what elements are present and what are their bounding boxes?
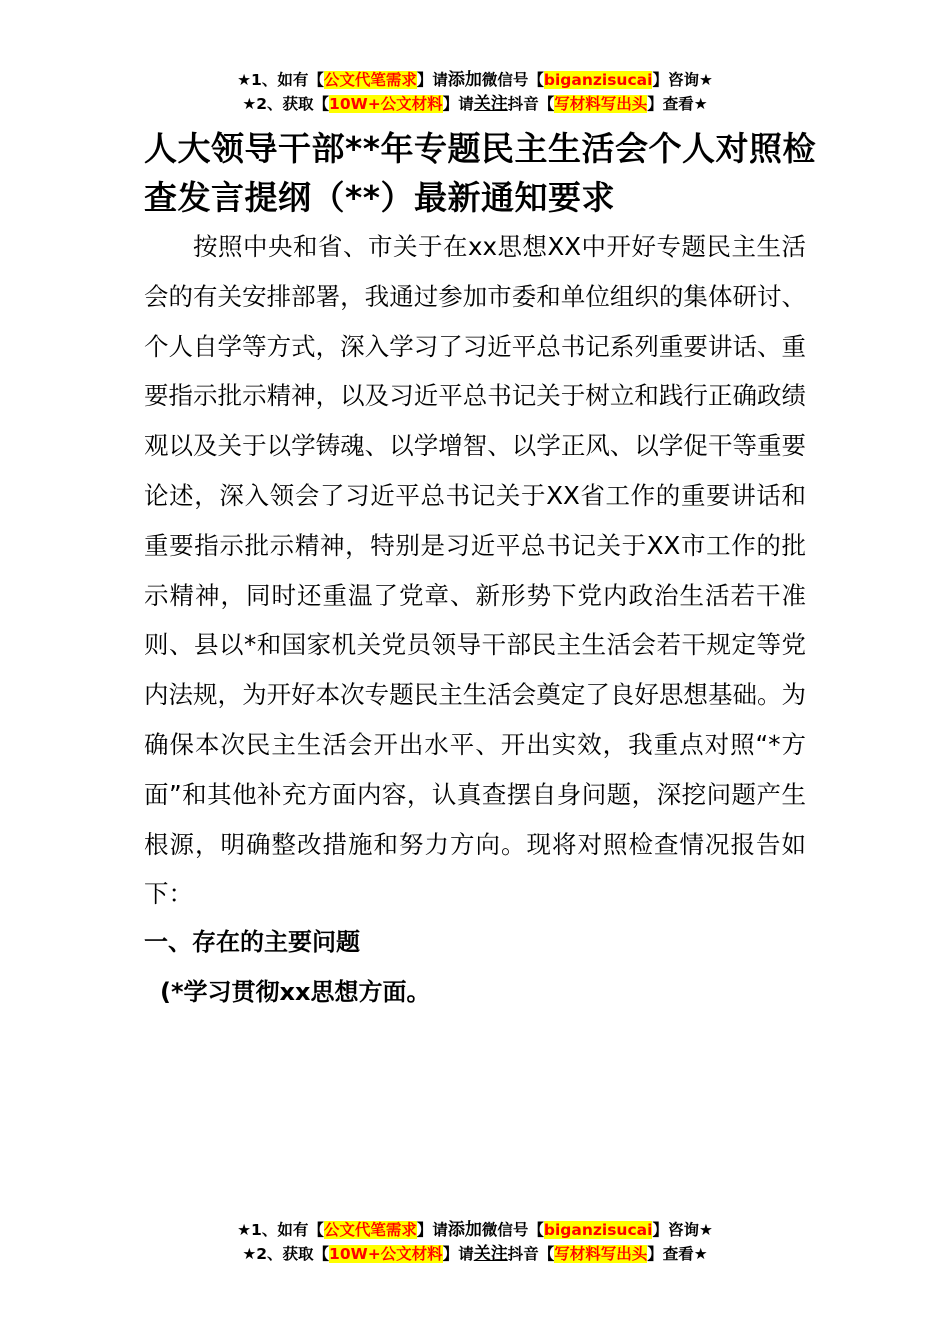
banner-text: ★2、获取【	[242, 95, 330, 113]
banner-text: ★2、获取【	[242, 1245, 330, 1263]
body-paragraph: 按照中央和省、市关于在xx思想XX中开好专题民主生活会的有关安排部署，我通过参加市委和单位组织的集体研讨、个人自学等方式，深入学习了习近平总书记系列重要讲话、重要指示批示精神，以及习近平总书记关于树立和践行正确政绩观以及关于以学铸魂、以学增智、以学正风、以学促干等重要论述，深入领会了习近平总书记关于XX省工作的重要讲话和重要指示批示精神，特别是习近平总书记关于XX市工作的批示精神，同时还重温了党章、新形势下党内政治生活若干准则、县以*和国家机关党员领导干部民主生活会若干规定等党内法规，为开好本次专题民主生活会奠定了良好思想基础。为确保本次民主生活会开出水平、开出实效，我重点对照“*方面”和其他补充方面内容，认真查摆自身问题，深挖问题产生根源，明确整改措施和努力方向。现将对照检查情况报告如下：	[144, 232, 806, 909]
footer-banner-line2	[0, 1242, 950, 1266]
banner-text: 】请	[416, 71, 448, 89]
banner-highlight: 公文代笔需求	[323, 1221, 417, 1239]
banner-text: 微信号【	[481, 71, 544, 89]
section-heading: 一、存在的主要问题	[144, 928, 360, 956]
subsection-heading: (*学习贯彻xx思想方面。	[160, 978, 431, 1006]
wechat-id-highlight: biganzisucai	[543, 1221, 653, 1239]
banner-text: 】查看★	[647, 95, 708, 113]
banner-text: 】请	[416, 1221, 448, 1239]
banner-text: 】请	[442, 1245, 474, 1263]
header-banner-line1	[0, 68, 950, 92]
banner-text: 微信号【	[481, 1221, 544, 1239]
footer-banner-line1	[0, 1218, 950, 1242]
banner-text: 抖音【	[507, 95, 555, 113]
banner-text: ★1、如有【	[237, 1221, 324, 1239]
banner-text: ★1、如有【	[237, 71, 324, 89]
banner-text: 】咨询★	[652, 71, 713, 89]
header-banner	[0, 68, 950, 116]
document-title: 人大领导干部**年专题民主生活会个人对照检查发言提纲（**）最新通知要求	[144, 129, 817, 217]
banner-text: 抖音【	[507, 1245, 555, 1263]
wechat-id-highlight: biganzisucai	[543, 71, 653, 89]
footer-banner	[0, 1218, 950, 1266]
banner-text: 】查看★	[647, 1245, 708, 1263]
banner-highlight: 公文代笔需求	[323, 71, 417, 89]
douyin-id-highlight: 写材料写出头	[554, 1245, 648, 1263]
banner-text: 关注	[473, 1244, 508, 1264]
douyin-id-highlight: 写材料写出头	[554, 95, 648, 113]
banner-text: 添加	[447, 70, 482, 90]
banner-highlight: 10W+公文材料	[329, 95, 443, 113]
header-banner-line2	[0, 92, 950, 116]
banner-text: 关注	[473, 94, 508, 114]
banner-highlight: 10W+公文材料	[329, 1245, 443, 1263]
banner-text: 添加	[447, 1220, 482, 1240]
banner-text: 】请	[442, 95, 474, 113]
banner-text: 】咨询★	[652, 1221, 713, 1239]
